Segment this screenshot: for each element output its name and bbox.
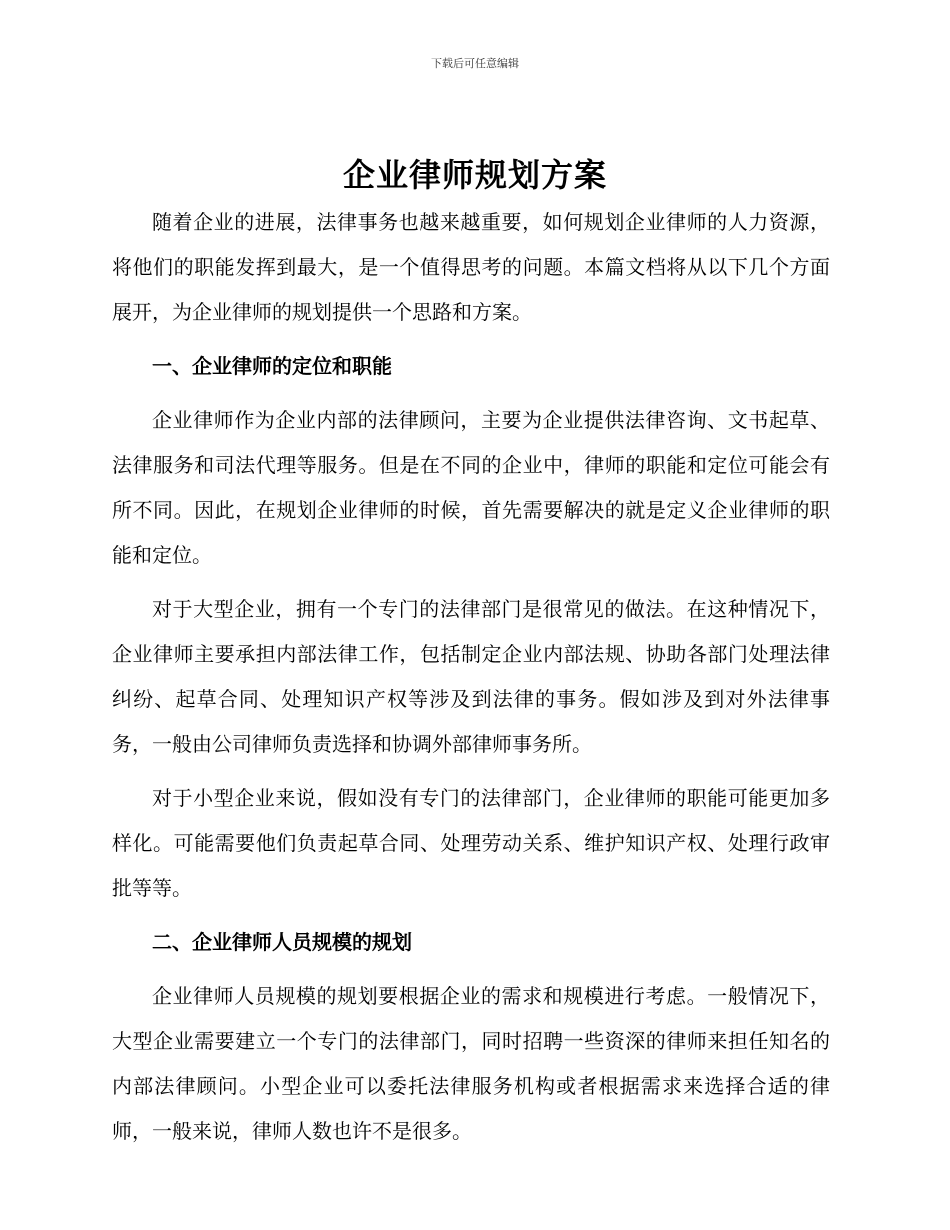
document-body xyxy=(112,200,830,1163)
paragraph-positioning: 企业律师作为企业内部的法律顾问，主要为企业提供法律咨询、文书起草、法律服务和司法代理等服务。但是在不同的企业中，律师的职能和定位可能会有所不同。因此，在规划企业律师的时候，首先需要解决的就是定义企业律师的职能和定位。 xyxy=(112,408,830,567)
paragraph-large-enterprise: 对于大型企业，拥有一个专门的法律部门是很常见的做法。在这种情况下，企业律师主要承担内部法律工作，包括制定企业内部法规、协助各部门处理法律纠纷、起草合同、处理知识产权等涉及到法律的事务。假如涉及到对外法律事务，一般由公司律师负责选择和协调外部律师事务所。 xyxy=(112,597,830,756)
paragraph-intro: 随着企业的进展，法律事务也越来越重要，如何规划企业律师的人力资源，将他们的职能发挥到最大，是一个值得思考的问题。本篇文档将从以下几个方面展开，为企业律师的规划提供一个思路和方案。 xyxy=(112,210,830,324)
section-heading-2: 二、企业律师人员规模的规划 xyxy=(152,930,412,954)
paragraph-small-enterprise: 对于小型企业来说，假如没有专门的法律部门，企业律师的职能可能更加多样化。可能需要他们负责起草合同、处理劳动关系、维护知识产权、处理行政审批等等。 xyxy=(112,786,830,900)
section-heading-1: 一、企业律师的定位和职能 xyxy=(152,354,392,378)
document-title: 企业律师规划方案 xyxy=(342,156,607,194)
header-note: 下载后可任意编辑 xyxy=(431,57,519,70)
paragraph-staffing: 企业律师人员规模的规划要根据企业的需求和规模进行考虑。一般情况下，大型企业需要建立一个专门的法律部门，同时招聘一些资深的律师来担任知名的内部法律顾问。小型企业可以委托法律服务机构或者根据需求来选择合适的律师，一般来说，律师人数也许不是很多。 xyxy=(112,984,830,1143)
